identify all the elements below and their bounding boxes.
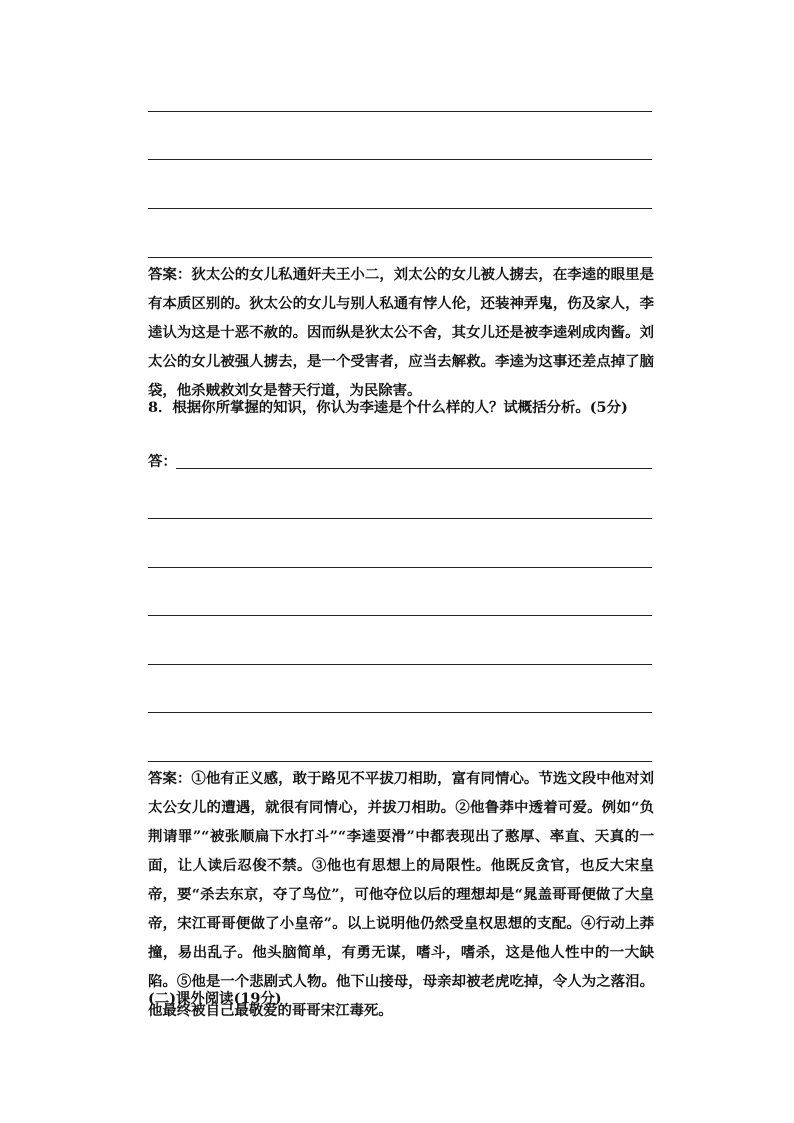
section-heading (148, 989, 282, 1009)
answer-line (148, 208, 652, 209)
question-8 (148, 398, 628, 418)
answer-line (148, 761, 652, 762)
answer-line (148, 111, 652, 112)
answer-line (148, 567, 652, 568)
answer-prompt (148, 452, 177, 472)
answer-line (176, 468, 652, 469)
answer-text: 狄太公的女儿私通奸夫王小二，刘太公的女儿被人掳去，在李逵的眼里是有本质区别的。狄太公的女儿与别人私通有悖人伦，还装神弄鬼，伤及家人，李逵认为这是十恶不赦的。因而纵是狄太公不舍，其女儿还是被李逵剁成肉酱。刘太公的女儿被强人掳去，是一个受害者，应当去解救。李逵为这事还差点掉了脑袋，他杀贼救刘女是替天行道，为民除害。 (148, 266, 654, 399)
answer-paragraph-1 (148, 260, 654, 405)
answer-paragraph-2 (148, 764, 654, 1025)
question-text: 8．根据你所掌握的知识，你认为李逵是个什么样的人？试概括分析。(5分) (148, 399, 628, 416)
answer-label: 答案： (148, 266, 192, 283)
answer-line (148, 615, 652, 616)
answer-label: 答案： (148, 770, 192, 787)
answer-prompt-label: 答： (148, 453, 177, 470)
answer-line (148, 159, 652, 160)
answer-line (148, 712, 652, 713)
answer-text: ①他有正义感，敢于路见不平拔刀相助，富有同情心。节选文段中他对刘太公女儿的遭遇，就很有同情心，并拔刀相助。②他鲁莽中透着可爱。例如“负荆请罪”“被张顺扁下水打斗”“李逵耍滑”中都表现出了憨厚、率直、天真的一面，让人读后忍俊不禁。③他也有思想上的局限性。他既反贪官，也反大宋皇帝，要“杀去东京，夺了鸟位”，可他夺位以后的理想却是“晁盖哥哥便做了大皇帝，宋江哥哥便做了小皇帝”。以上说明他仍然受皇权思想的支配。④行动上莽撞，易出乱子。他头脑简单，有勇无谋，嗜斗，嗜杀，这是他人性中的一大缺陷。⑤他是一个悲剧式人物。他下山接母，母亲却被老虎吃掉，令人为之落泪。他最终被自己最敬爱的哥哥宋江毒死。 (148, 770, 654, 1019)
answer-line (148, 664, 652, 665)
answer-line (148, 518, 652, 519)
answer-line (148, 257, 652, 258)
section-title: (二)课外阅读(19分) (148, 990, 282, 1007)
